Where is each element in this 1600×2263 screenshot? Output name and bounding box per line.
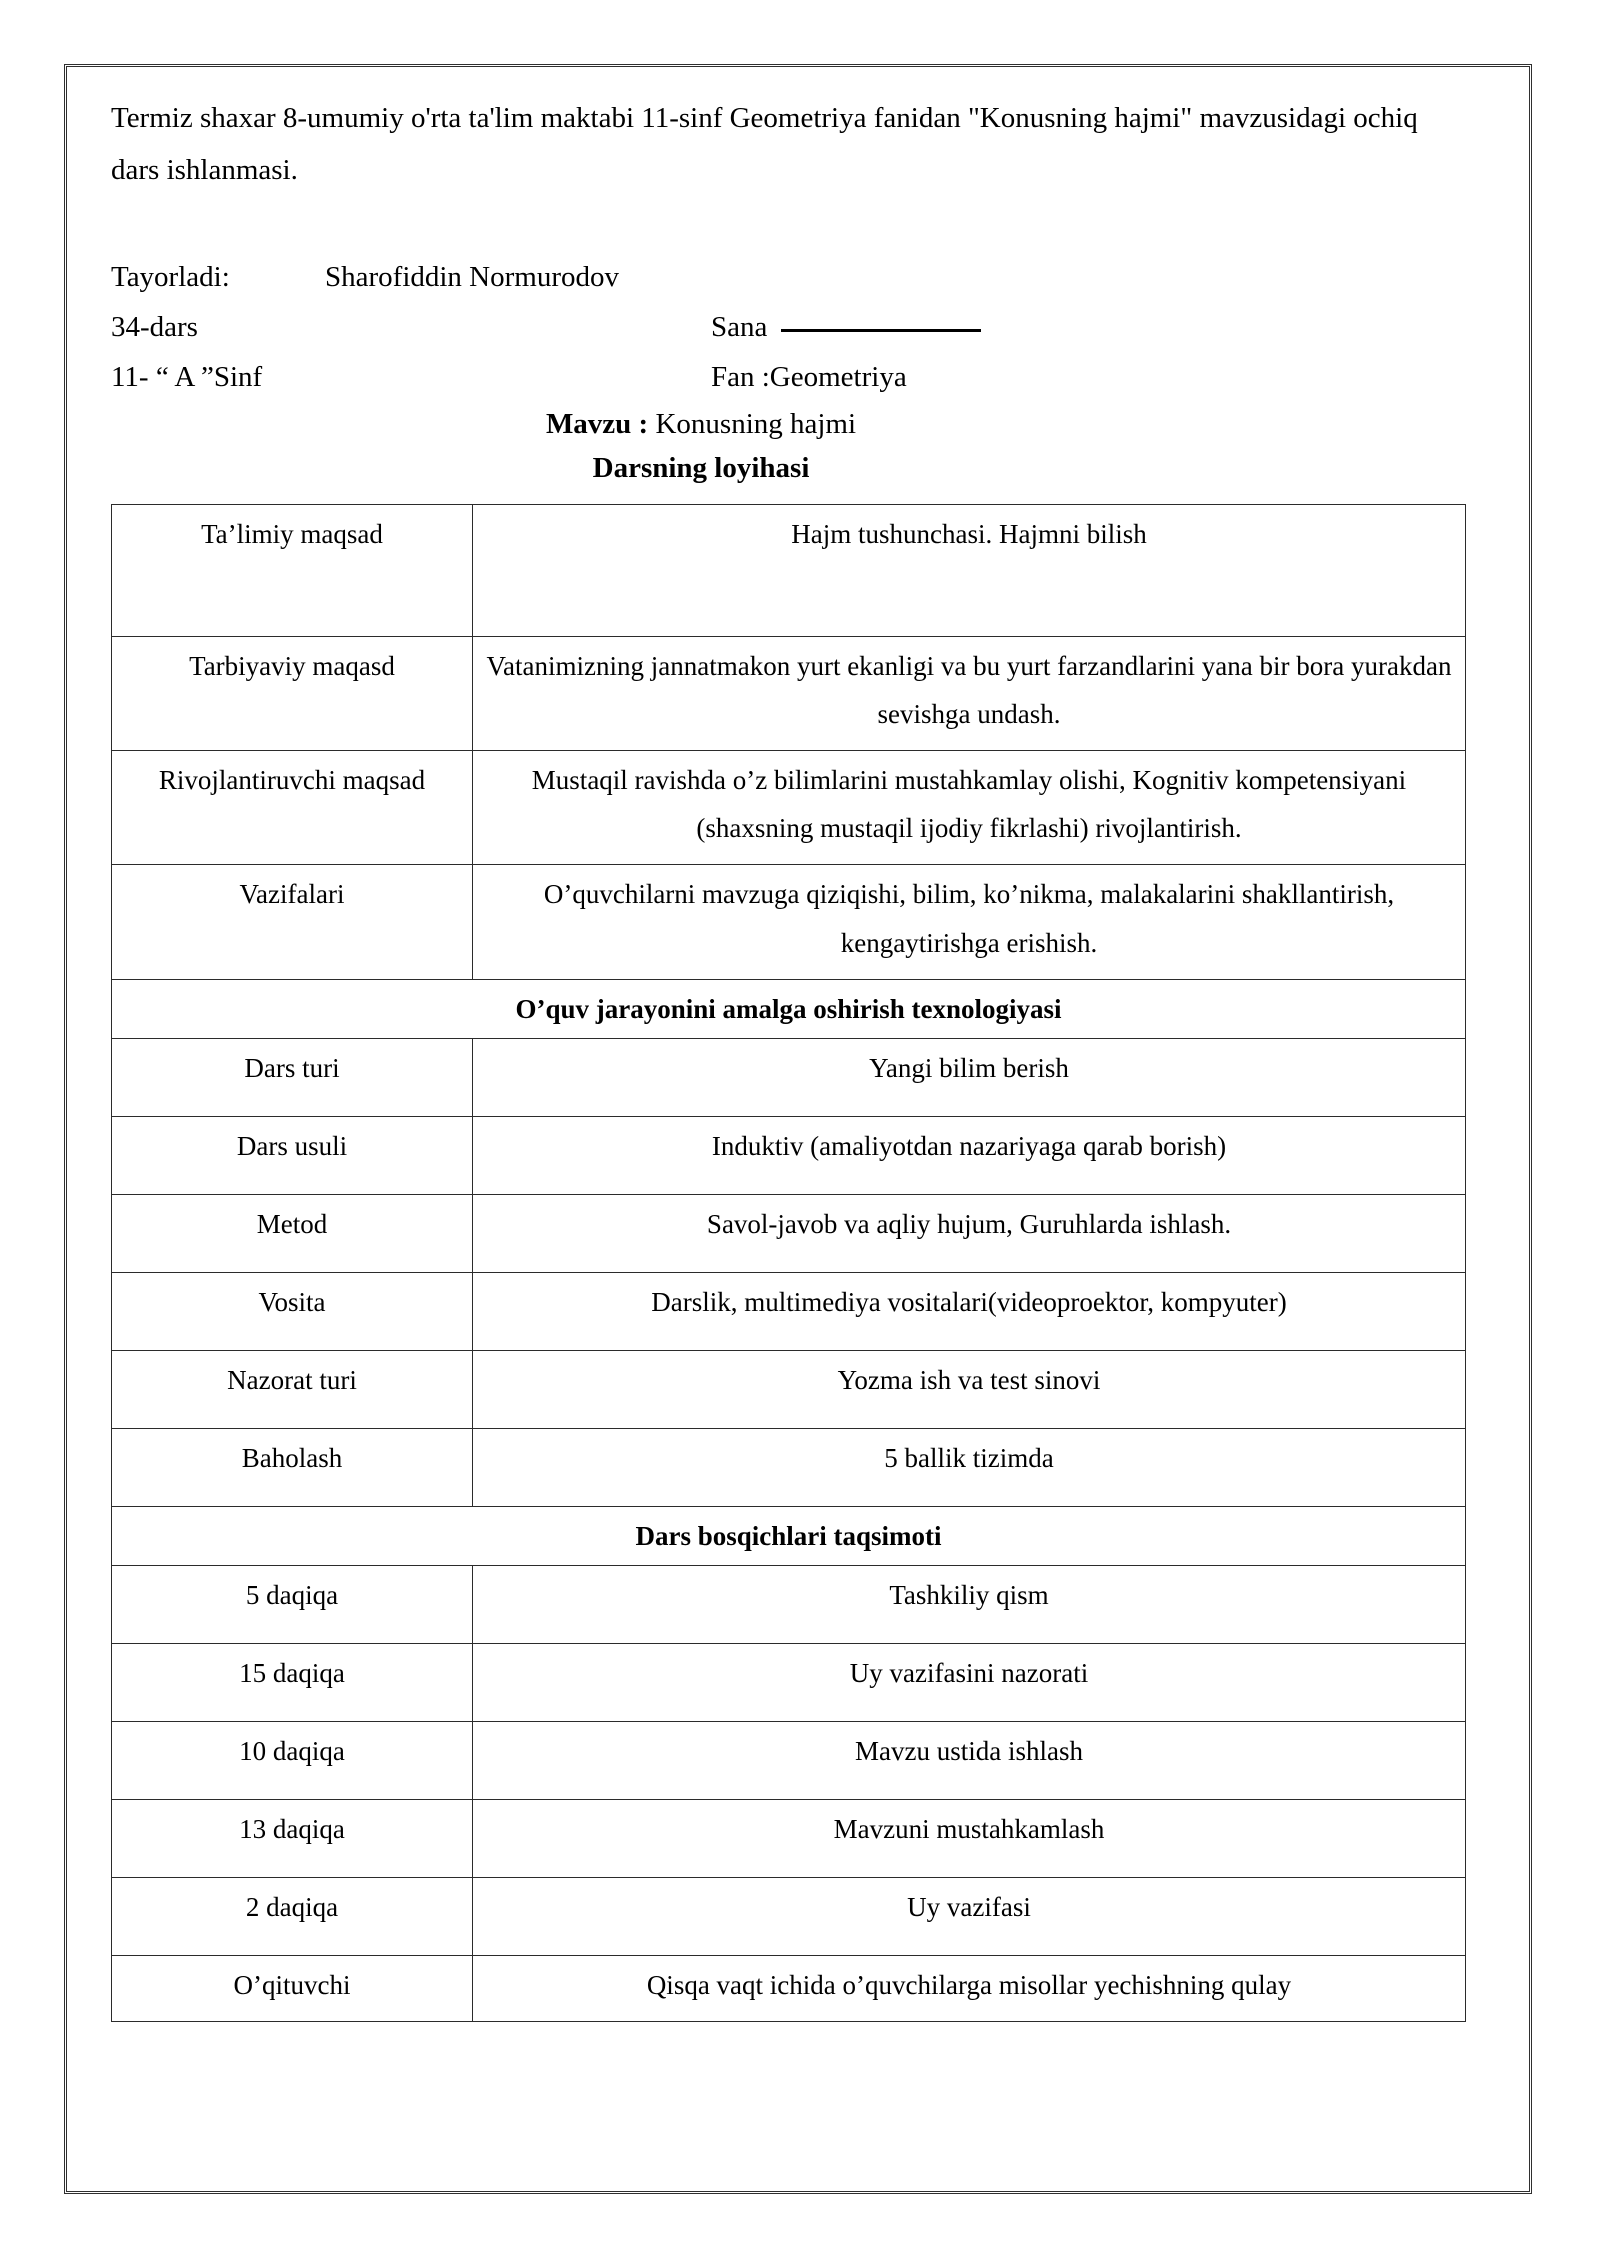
meta-row-class-subject xyxy=(111,352,1463,402)
row-label: 10 daqiqa xyxy=(112,1722,473,1800)
date-label: Sana xyxy=(711,311,768,344)
table-row xyxy=(112,1038,1466,1116)
row-label: Vazifalari xyxy=(112,865,473,979)
row-label: Dars usuli xyxy=(112,1116,473,1194)
table-row xyxy=(112,1194,1466,1272)
row-value: Yangi bilim berish xyxy=(473,1038,1466,1116)
topic-value: Konusning hajmi xyxy=(655,408,857,441)
row-value: Qisqa vaqt ichida o’quvchilarga misollar yechishning qulay xyxy=(473,1956,1466,2022)
spacer xyxy=(111,196,1463,252)
row-value: Uy vazifasi xyxy=(473,1878,1466,1956)
table-row xyxy=(112,637,1466,751)
row-value: Tashkiliy qism xyxy=(473,1565,1466,1643)
row-value: O’quvchilarni mavzuga qiziqishi, bilim, ko’nikma, malakalarini shakllantirish, kengaytirishga erishish. xyxy=(473,865,1466,979)
row-label: Baholash xyxy=(112,1428,473,1506)
date-field xyxy=(711,302,981,352)
table-row xyxy=(112,1428,1466,1506)
prepared-by-name: Sharofiddin Normurodov xyxy=(325,261,619,294)
row-value: Mavzuni mustahkamlash xyxy=(473,1800,1466,1878)
topic-label: Mavzu : xyxy=(545,408,649,441)
row-label: 13 daqiqa xyxy=(112,1800,473,1878)
lesson-number: 34-dars xyxy=(111,311,198,344)
table-row xyxy=(112,1800,1466,1878)
row-label: O’qituvchi xyxy=(112,1956,473,2022)
table-row xyxy=(112,751,1466,865)
section-title-technology: O’quv jarayonini amalga oshirish texnologiyasi xyxy=(112,979,1466,1038)
section-title-stages: Dars bosqichlari taqsimoti xyxy=(112,1506,1466,1565)
table-row xyxy=(112,1643,1466,1721)
meta-row-prepared-by xyxy=(111,252,1463,302)
row-value: Induktiv (amaliyotdan nazariyaga qarab borish) xyxy=(473,1116,1466,1194)
table-row xyxy=(112,505,1466,637)
row-label: Nazorat turi xyxy=(112,1350,473,1428)
row-label: Dars turi xyxy=(112,1038,473,1116)
page-content xyxy=(111,87,1463,2022)
prepared-by-label: Tayorladi: xyxy=(111,261,230,294)
date-blank-line[interactable] xyxy=(781,328,981,332)
table-row xyxy=(112,1272,1466,1350)
row-label: Tarbiyaviy maqasd xyxy=(112,637,473,751)
table-row xyxy=(112,1878,1466,1956)
row-label: 5 daqiqa xyxy=(112,1565,473,1643)
table-row xyxy=(112,865,1466,979)
section-header-row xyxy=(112,1506,1466,1565)
row-value: Uy vazifasini nazorati xyxy=(473,1643,1466,1721)
row-value: Darslik, multimediya vositalari(videoproektor, kompyuter) xyxy=(473,1272,1466,1350)
row-value: Vatanimizning jannatmakon yurt ekanligi va bu yurt farzandlarini yana bir bora yurakdan sevishga undash. xyxy=(473,637,1466,751)
row-value: Yozma ish va test sinovi xyxy=(473,1350,1466,1428)
row-value: Hajm tushunchasi. Hajmni bilish xyxy=(473,505,1466,637)
table-row xyxy=(112,1956,1466,2022)
subject-label: Fan :Geometriya xyxy=(711,361,907,394)
class-label: 11- “ A ”Sinf xyxy=(111,361,263,394)
table-row xyxy=(112,1116,1466,1194)
topic-line xyxy=(111,402,1291,446)
page-frame xyxy=(64,64,1532,2194)
section-header-row xyxy=(112,979,1466,1038)
table-row xyxy=(112,1722,1466,1800)
row-label: Vosita xyxy=(112,1272,473,1350)
row-value: 5 ballik tizimda xyxy=(473,1428,1466,1506)
row-label: Rivojlantiruvchi maqsad xyxy=(112,751,473,865)
row-value: Mustaqil ravishda o’z bilimlarini mustahkamlay olishi, Kognitiv kompetensiyani (shaxsning mustaqil ijodiy fikrlashi) rivojlantirish. xyxy=(473,751,1466,865)
meta-row-lesson-date xyxy=(111,302,1463,352)
row-label: 2 daqiqa xyxy=(112,1878,473,1956)
row-label: Ta’limiy maqsad xyxy=(112,505,473,637)
table-row xyxy=(112,1565,1466,1643)
lesson-plan-table xyxy=(111,504,1466,2022)
document-heading: Termiz shaxar 8-umumiy o'rta ta'lim maktabi 11-sinf Geometriya fanidan "Konusning hajmi" mavzusidagi ochiq dars ishlanmasi. xyxy=(111,102,1418,186)
table-row xyxy=(112,1350,1466,1428)
project-title: Darsning loyihasi xyxy=(592,452,810,485)
row-value: Mavzu ustida ishlash xyxy=(473,1722,1466,1800)
row-label: 15 daqiqa xyxy=(112,1643,473,1721)
row-value: Savol-javob va aqliy hujum, Guruhlarda ishlash. xyxy=(473,1194,1466,1272)
row-label: Metod xyxy=(112,1194,473,1272)
